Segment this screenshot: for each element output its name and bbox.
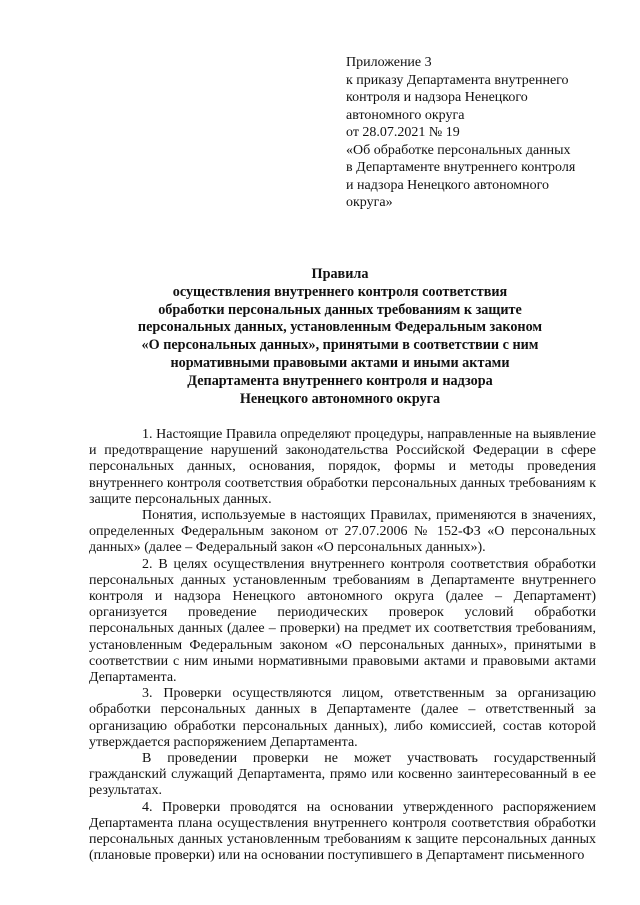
document-body — [89, 427, 596, 864]
annex-line: к приказу Департамента внутреннего — [346, 72, 569, 88]
title-line: обработки персональных данных требованиям к защите — [158, 301, 522, 318]
title-line: Департамента внутреннего контроля и надзора — [187, 372, 493, 389]
document-title — [60, 266, 620, 408]
title-line: персональных данных, установленным Федеральным законом — [137, 319, 543, 336]
paragraph: 4. Проверки проводятся на основании утвержденного распоряжением Департамента плана осуществления внутреннего контроля соответствия обработки персональных данных установленным требованиям к защите персональных данных (плановые проверки) или на основании поступившего в Департамент письменного — [89, 799, 596, 864]
annex-header — [346, 54, 616, 212]
annex-line: от 28.07.2021 № 19 — [346, 125, 460, 140]
title-line: осуществления внутреннего контроля соответствия — [172, 283, 508, 300]
title-line: «О персональных данных», принятыми в соответствии с ним — [141, 337, 539, 354]
annex-line: контроля и надзора Ненецкого — [346, 90, 528, 105]
paragraph: В проведении проверки не может участвовать государственный гражданский служащий Департамента, прямо или косвенно заинтересованный в ее результатах. — [89, 751, 596, 799]
annex-line: в Департаменте внутреннего контроля — [346, 160, 576, 175]
annex-line: «Об обработке персональных данных — [346, 142, 571, 158]
annex-line: округа» — [346, 195, 393, 210]
paragraph: 1. Настоящие Правила определяют процедуры, направленные на выявление и предотвращение нарушений законодательства Российской Федерации в сфере персональных данных, основания, порядок, формы и методы проведения внутреннего контроля соответствия обработки персональных данных требованиям к защите персональных данных. — [89, 427, 596, 507]
title-line: нормативными правовыми актами и иными актами — [170, 354, 510, 371]
paragraph: 3. Проверки осуществляются лицом, ответственным за организацию обработки персональных данных в Департаменте (далее – ответственный за организацию обработки персональных данных), либо комиссией, состав которой утверждается распоряжением Департамента. — [89, 686, 596, 750]
title-line: Правила — [311, 266, 369, 282]
paragraph: 2. В целях осуществления внутреннего контроля соответствия обработки персональных данных установленным требованиям в Департаменте внутреннего контроля и надзора Ненецкого автономного округа (далее – Департамент) организуется проведение периодических проверок условий обработки персональных данных (далее – проверки) на предмет их соответствия требованиям, установленным Федеральным законом «О персональных данных», принятыми в соответствии с ним иными нормативными правовыми актами и правовыми актами Департамента. — [89, 556, 596, 686]
annex-line: и надзора Ненецкого автономного — [346, 177, 550, 193]
title-line: Ненецкого автономного округа — [239, 390, 441, 407]
paragraph: Понятия, используемые в настоящих Правилах, применяются в значениях, определенных Федеральным законом от 27.07.2006 № 152-ФЗ «О персональных данных» (далее – Федеральный закон «О персональных данных»). — [89, 508, 596, 556]
annex-line: Приложение 3 — [346, 55, 432, 70]
annex-line: автономного округа — [346, 107, 465, 123]
